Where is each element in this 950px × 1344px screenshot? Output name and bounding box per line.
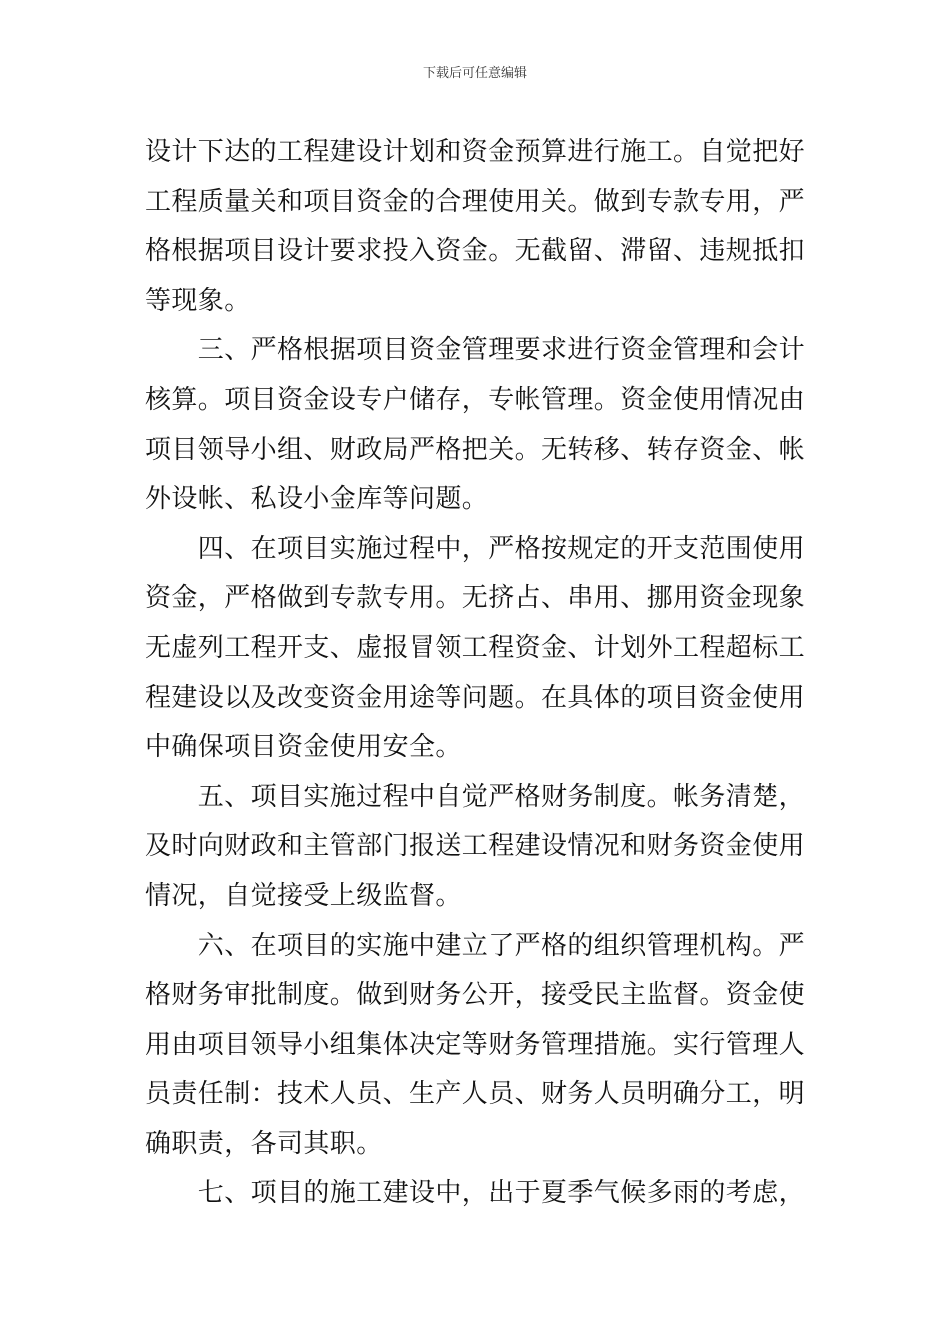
text-line: 格财务审批制度。做到财务公开，接受民主监督。资金使 <box>145 980 806 1011</box>
text-line: 核算。项目资金设专户储存，专帐管理。资金使用情况由 <box>145 384 806 415</box>
text-line: 三、严格根据项目资金管理要求进行资金管理和会计 <box>145 335 806 366</box>
page-header-note: 下载后可任意编辑 <box>422 66 527 81</box>
paragraph <box>145 1169 810 1219</box>
text-line: 情况，自觉接受上级监督。 <box>145 880 462 911</box>
text-line: 资金，严格做到专款专用。无挤占、串用、挪用资金现象 <box>145 583 806 614</box>
text-line: 中确保项目资金使用安全。 <box>145 732 462 763</box>
text-line: 等现象。 <box>145 285 251 316</box>
text-line: 员责任制：技术人员、生产人员、财务人员明确分工，明 <box>145 1079 806 1110</box>
text-line: 四、在项目实施过程中，严格按规定的开支范围使用 <box>145 533 806 564</box>
text-line: 项目领导小组、财政局严格把关。无转移、转存资金、帐 <box>145 434 806 465</box>
paragraph <box>145 525 810 773</box>
paragraph <box>145 773 810 922</box>
paragraph <box>145 128 810 326</box>
text-line: 无虚列工程开支、虚报冒领工程资金、计划外工程超标工 <box>145 632 806 663</box>
text-line: 程建设以及改变资金用途等问题。在具体的项目资金使用 <box>145 682 806 713</box>
text-line: 格根据项目设计要求投入资金。无截留、滞留、违规抵扣 <box>145 236 806 267</box>
text-line: 工程质量关和项目资金的合理使用关。做到专款专用，严 <box>145 186 806 217</box>
text-line: 五、项目实施过程中自觉严格财务制度。帐务清楚， <box>145 781 806 812</box>
text-line: 外设帐、私设小金库等问题。 <box>145 484 489 515</box>
text-line: 六、在项目的实施中建立了严格的组织管理机构。严 <box>145 930 806 961</box>
paragraph <box>145 922 810 1170</box>
text-line: 确职责，各司其职。 <box>145 1128 383 1159</box>
document-body <box>145 128 810 1219</box>
text-line: 及时向财政和主管部门报送工程建设情况和财务资金使用 <box>145 831 806 862</box>
text-line: 用由项目领导小组集体决定等财务管理措施。实行管理人 <box>145 1029 806 1060</box>
paragraph <box>145 326 810 524</box>
text-line: 七、项目的施工建设中，出于夏季气候多雨的考虑， <box>145 1178 806 1209</box>
text-line: 设计下达的工程建设计划和资金预算进行施工。自觉把好 <box>145 137 806 167</box>
